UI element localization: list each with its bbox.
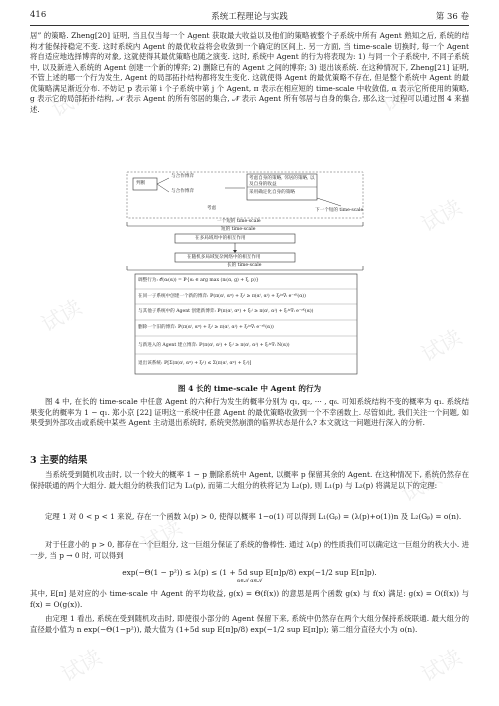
paragraph-giant-component: 对于任意小的 p > 0, 都存在一个巨组分, 这一巨组分保证了系统的鲁棒性. 通过 λ(p) 的性质我们可以确定这一巨组分的秩大小. 进一步, 当 p → 0 时, 可以得到 bbox=[30, 540, 469, 560]
page-number: 416 bbox=[30, 10, 47, 20]
fig-judge-label: 判断 bbox=[136, 181, 146, 186]
fig-row-adjust: 调整行为: 𝒪(αᵢ(α)) = ℙ{αᵢ ∈ arg max (πᵢ(α, g) + ξ, p)} bbox=[138, 278, 259, 283]
paragraph-figure-discussion: 图 4 中, 在长的 time-scale 中任意 Agent 的六种行为发生的概率分别为 q₁, q₂, ··· , q₆. 可知系统结构不变的概率为 q₁. 系统结果变化的概率为 1 − q₁. 郑小京 [22] 证明这一系统中任意 Agent 的最优策略收敛到一个不幸函数上. 尽管如此, 我们关注一个问题, 如果受到外部攻击或系统中某些 Agent 主动退出系统时, 系统突然崩溃的临界状态是什么? 本文就这一问题进行深入的分析. bbox=[30, 397, 469, 427]
equation-subscripts: α∈𝒜 α∈𝒜 bbox=[236, 578, 263, 584]
fig-short-ts-label: 一个短的 time-scale bbox=[217, 219, 261, 224]
section-title: 3 主要的结果 bbox=[30, 455, 88, 466]
equation-lambda-bound: exp(−Θ(1 − p²)) ≤ λ(p) ≤ (1 + 5d sup E[π]p/8) exp(−1/2 sup E[π]p). bbox=[122, 568, 377, 577]
theorem-1: 定理 1 对 0 < p < 1 来说, 存在一个函数 λ(p) > 0, 使得以概率 1−o(1) 可以得到 L₁(Gₚ) = (λ(p)+o(1))n 及 L₂(Gₚ) = o(n). bbox=[45, 512, 462, 521]
fig-consider-label: 考虑 bbox=[207, 206, 217, 211]
volume-label: 第 36 卷 bbox=[435, 12, 469, 22]
fig-row-exit: 退出该系统: ℙ[Σ(π(αⁱ, αᵍ) + ξᵢʲ) ≤ Σ(π(αⁱ, αᵍ) + ξᵢʲ)] bbox=[138, 361, 252, 366]
watermark: 试读 bbox=[57, 644, 106, 687]
watermark: 试读 bbox=[37, 294, 86, 337]
paragraph-conclusion: 由定理 1 看出, 系统在受到随机攻击时, 即使很小部分的 Agent 保留下来, 系统中仍然存在两个大组分保持系统联通. 最大组分的直径最小值为 n exp(−Θ(1−p²)), 最大值为 (1+5d sup E[π]p/8) exp(−1/2 sup E[π]p); 第二组分直径大小为 o(n). bbox=[30, 614, 469, 634]
paragraph-intro: 居” 的策略. Zheng[20] 证明, 当且仅当每一个 Agent 获取最大收益以及他们的策略被整个子系统中所有 Agent 熟知之后, 系统的结构才能保持稳定不变. 这时系统内 Agent 的最优收益将会收敛到一个确定的区间上. 另一方面, 当 time-scale 切换时, 每一个 Agent 将自适应地选择博弈的对象, 这就使得其最优策略也随之演变. 这时, 系统中 Agent 的行为将表现为: 1) 与同一个子系统中, 不同子系统中, 以及新进入系统的 Agent 创建一个新的博弈; 2) 删除已有的 Agent 之间的博弈; 3) 退出该系统. 在这种情况下, Zheng[21] 证明, 不管上述的哪一个行为发生, Agent 的局部拓扑结构都将发生变化. 这就使得 Agent 的最优策略不存在, 但是整个系统中 Agent 的最优策略满足渐近分布. 不妨记 p 表示第 i 个子系统中第 j 个 Agent, π 表示在相应短的 time-scale 中收敛值, α 表示它所使用的策略, g 表示它的局部拓扑结构, 𝒩 表示 Agent 的所有邻居的集合, 𝒩̄ 表示 Agent 所有邻居与自身的集合, 那么这一过程可以通过图 4 来描述. bbox=[30, 31, 469, 114]
header-rule bbox=[30, 25, 469, 26]
watermark: 试读 bbox=[137, 514, 186, 557]
fig-row-new-same: 在同一子系统中创建一个新的博弈: ℙ(π(αⁱ, αᵍ) + ξᵢʲ ≥ π(αⁱ, αʲ) + ξᵢʲᵍ∇ᵢ e⁻ᶻᴷ(α)) bbox=[138, 294, 306, 299]
watermark: 试读 bbox=[417, 644, 466, 687]
journal-name: 系统工程理论与实践 bbox=[211, 12, 288, 22]
watermark: 试读 bbox=[377, 74, 426, 117]
watermark: 试读 bbox=[417, 324, 466, 367]
fig-consider-box-a: 考虑自身的策略, 邻居的策略, 以及自身的收益 bbox=[249, 176, 315, 187]
fig-branch-b: 与合作博弈 bbox=[171, 189, 194, 194]
fig-row-delete: 删除一个旧的博弈: ℙ(π(αⁱ, αᵍ) + ξᵢʲ ≥ π(αⁱ, αʲ) + ξᵢʲᵍ∇ᵢ e⁻ᶻᴷ(α)) bbox=[138, 325, 274, 330]
fig-long-ts-label: 长的 time-scale bbox=[227, 263, 262, 268]
fig-short-ts-sub: 短的 time-scale bbox=[221, 227, 256, 232]
fig-branch-a: 与合作博弈 bbox=[171, 174, 194, 179]
watermark: 试读 bbox=[417, 194, 466, 237]
fig-box-random: 在随机多局域复杂网络中的相互作用 bbox=[187, 255, 261, 260]
watermark: 试读 bbox=[397, 464, 446, 507]
watermark: 试读 bbox=[47, 79, 96, 122]
paragraph-notation: 其中, E[π] 是对应的小 time-scale 中 Agent 的平均收益, g(x) = Θ(f(x)) 的意思是两个函数 g(x) 与 f(x) 满足: g(x) = O(f(x)) 与 f(x) = O(g(x)). bbox=[30, 589, 469, 609]
paragraph-random-attack: 当系统受到随机攻击时, 以一个较大的概率 1 − p 删除系统中 Agent, 以概率 p 保留其余的 Agent. 在这种情况下, 系统仍然存在保持联通的两个大组分. 最大组分的秩我们记为 L₁(p), 而第二大组分的秩将记为 L₂(p), 则 L₁(p) 与 L₂(p) 将满足以下的定理: bbox=[30, 470, 469, 490]
fig-box-local: 在多局域周中的相互作用 bbox=[195, 236, 246, 241]
fig-row-new-other: 与其他子系统中的 Agent 创建新博弈: ℙ(π(αⁱ, αᵍ) + ξᵢʲ ≥ π(αⁱ, αʲ) + ξᵢʲᵍ∇ᵢ e⁻ᶻᴷ(α)) bbox=[138, 309, 314, 314]
fig-consider-box-b: 采用确定化自身的策略 bbox=[249, 190, 295, 195]
fig-row-new-agent: 与新进入的 Agent 建立博弈: ℙ(π(αⁱ, αʲ) + ξᵢʲ ≥ π(αⁱ, αʲ) + ξᵢʲᵍ∇ᵢ N(α)) bbox=[138, 343, 290, 348]
running-header bbox=[30, 10, 469, 24]
fig-next-short-ts: 下一个短的 time-scale bbox=[315, 208, 364, 213]
figure-caption: 图 4 长的 time-scale 中 Agent 的行为 bbox=[177, 384, 322, 393]
figure-4 bbox=[125, 168, 365, 378]
